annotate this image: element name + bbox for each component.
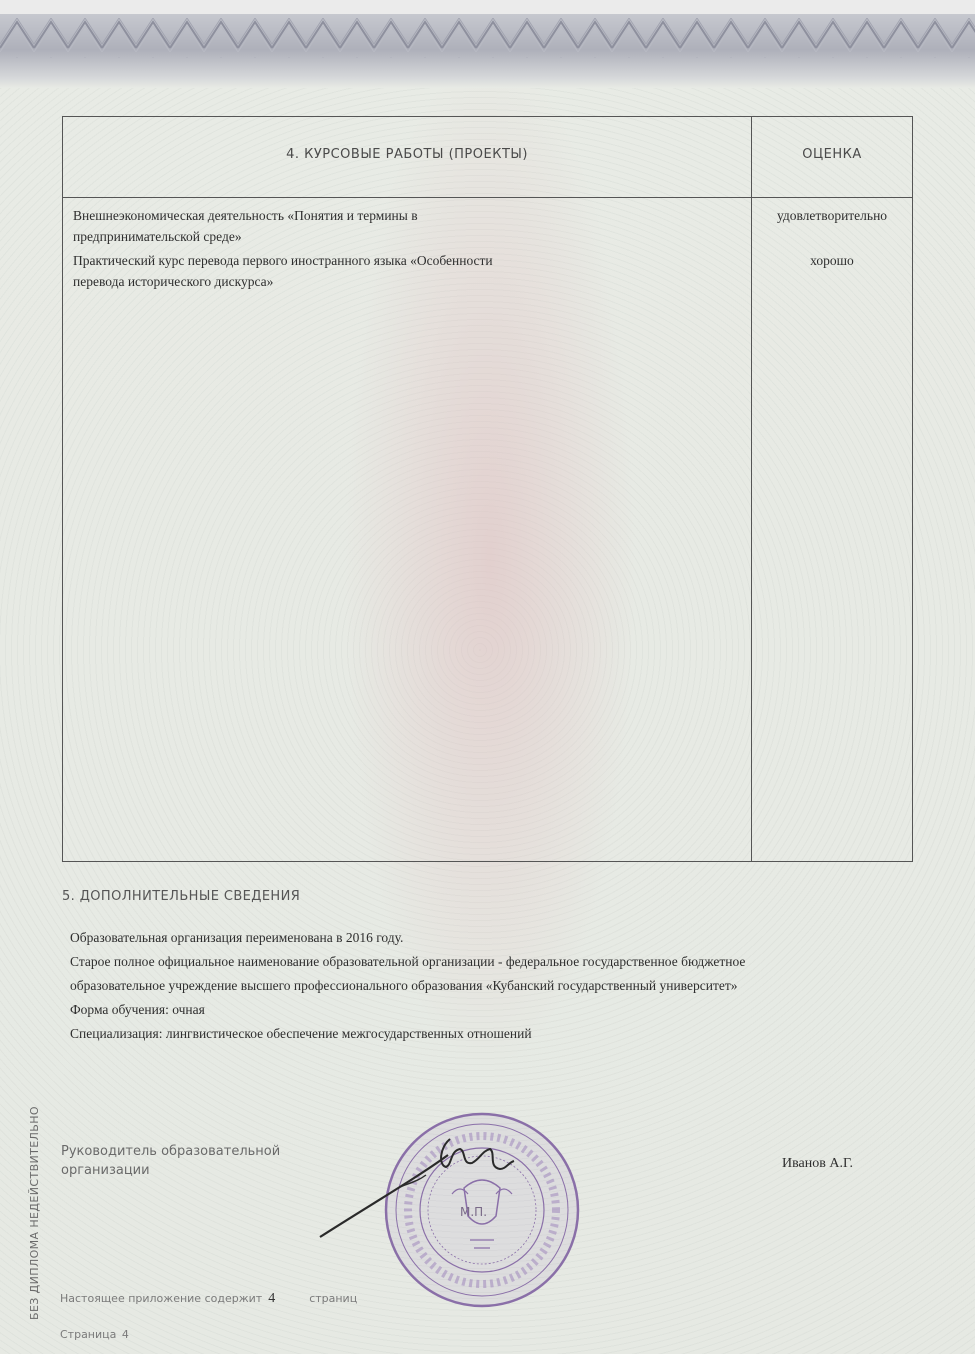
security-pattern-band xyxy=(0,0,975,88)
coursework-grade: хорошо xyxy=(810,253,854,268)
validity-note: БЕЗ ДИПЛОМА НЕДЕЙСТВИТЕЛЬНО xyxy=(28,1106,41,1320)
head-label-line: организации xyxy=(61,1163,150,1178)
table-row xyxy=(73,250,633,292)
pages-count-line xyxy=(60,1291,357,1307)
signer-name: Иванов А.Г. xyxy=(782,1156,853,1171)
info-line: Старое полное официальное наименование образовательной организации - федеральное государственное бюджетное xyxy=(70,954,746,969)
coursework-header: 4. КУРСОВЫЕ РАБОТЫ (ПРОЕКТЫ) xyxy=(286,147,528,162)
page-number-line xyxy=(60,1328,129,1341)
head-label-line: Руководитель образовательной xyxy=(61,1144,281,1159)
info-line: Образовательная организация переименована в 2016 году. xyxy=(70,930,404,945)
handwritten-signature-icon xyxy=(300,1125,520,1245)
page-number: 4 xyxy=(121,1328,129,1341)
coursework-name-line: Практический курс перевода первого иностранного языка «Особенности xyxy=(73,253,493,268)
page-label: Страница xyxy=(60,1328,117,1341)
coursework-grade: удовлетворительно xyxy=(776,208,888,223)
pages-prefix: Настоящее приложение содержит xyxy=(60,1292,263,1305)
column-divider xyxy=(751,117,752,861)
info-line: Форма обучения: очная xyxy=(70,1002,205,1017)
coursework-name-line: предпринимательской среде» xyxy=(73,229,242,244)
stamp-mark: М.П. xyxy=(460,1205,488,1219)
info-line: образовательное учреждение высшего профессионального образования «Кубанский государственный университет» xyxy=(70,978,738,993)
additional-info-text xyxy=(70,926,920,1046)
pages-count: 4 xyxy=(268,1291,276,1306)
coursework-name-line: перевода исторического дискурса» xyxy=(73,274,274,289)
coursework-table xyxy=(62,116,913,862)
additional-info-title: 5. ДОПОЛНИТЕЛЬНЫЕ СВЕДЕНИЯ xyxy=(62,889,301,904)
info-line: Специализация: лингвистическое обеспечение межгосударственных отношений xyxy=(70,1026,532,1041)
table-row xyxy=(73,205,633,247)
head-of-organization-label xyxy=(61,1142,301,1180)
grade-header: ОЦЕНКА xyxy=(802,147,862,162)
guilloche-border-icon xyxy=(0,14,975,84)
header-divider xyxy=(63,197,912,198)
pages-suffix: страниц xyxy=(309,1292,358,1305)
coursework-name-line: Внешнеэкономическая деятельность «Понятия и термины в xyxy=(73,208,418,223)
